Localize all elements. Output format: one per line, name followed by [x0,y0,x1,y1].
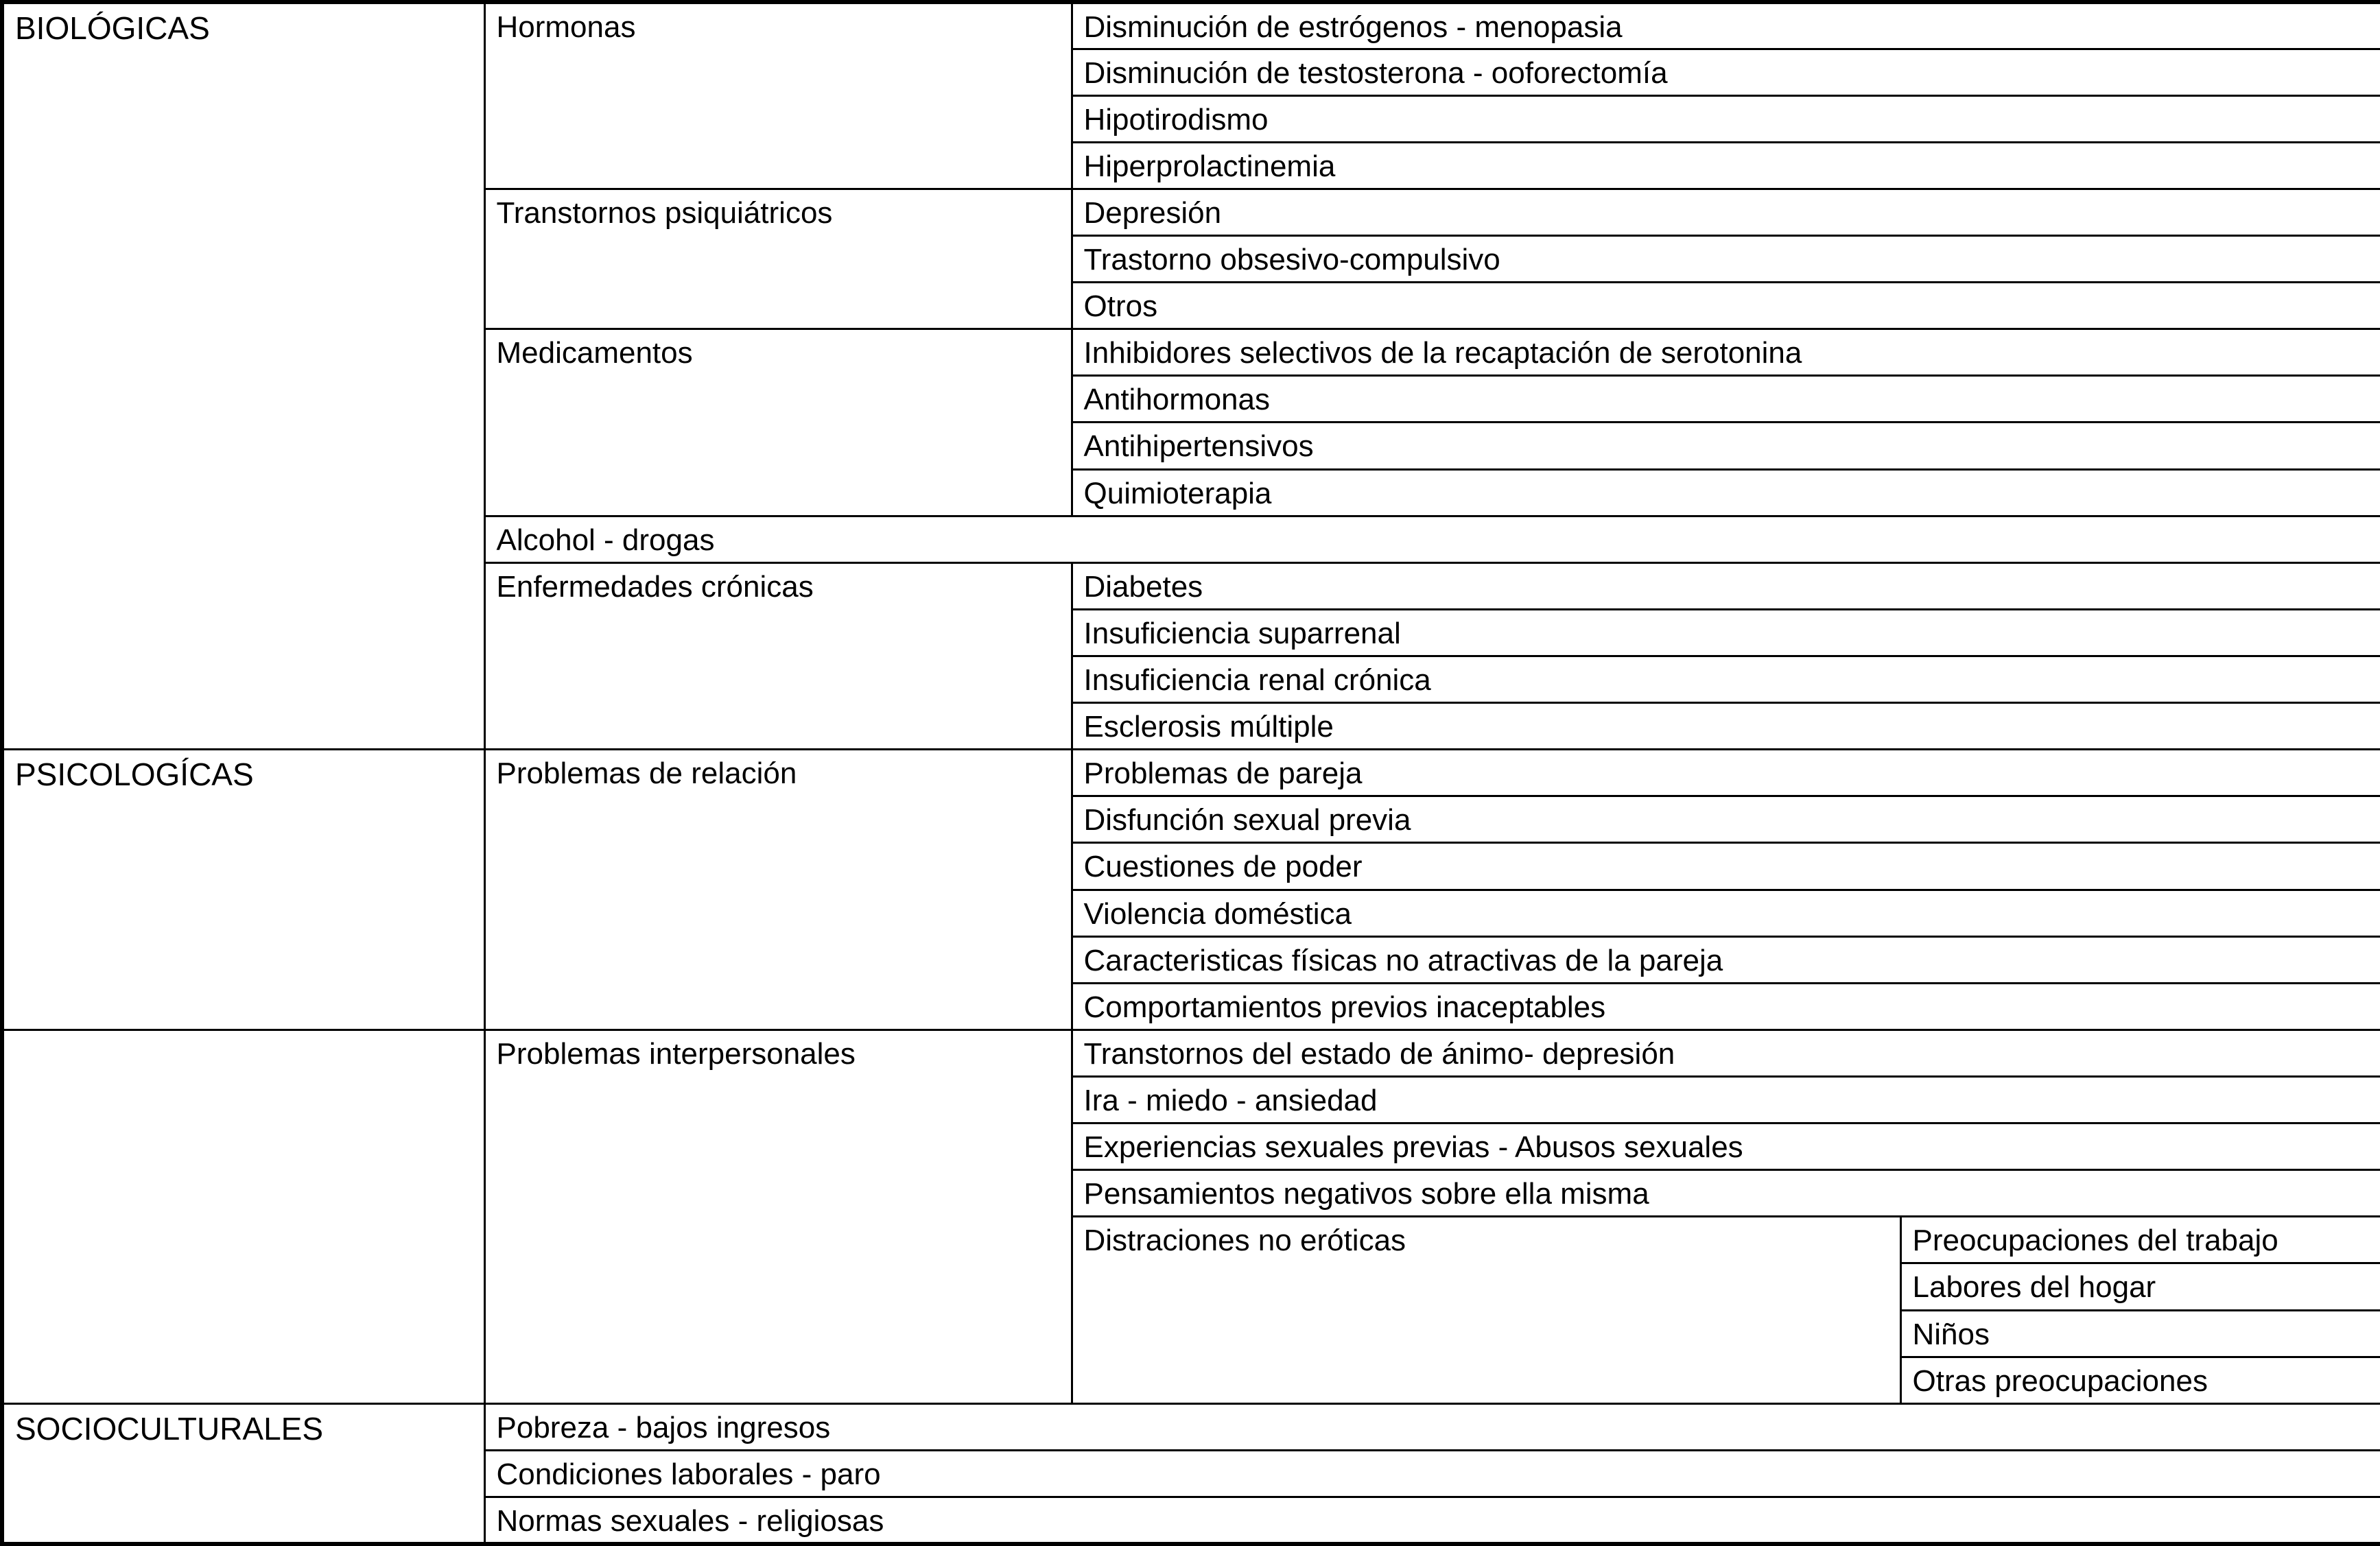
item-cell: Pensamientos negativos sobre ella misma [1072,1170,2380,1217]
table-row [2,1403,2380,1450]
subcategory-alcohol-drogas: Alcohol - drogas [484,516,2380,562]
item-cell: Insuficiencia suparrenal [1072,609,2380,656]
item-cell: Ira - miedo - ansiedad [1072,1077,2380,1123]
item-cell: Comportamientos previos inaceptables [1072,983,2380,1030]
subgroup-distraciones-no-eroticas: Distraciones no eróticas [1072,1217,1900,1403]
item-cell: Experiencias sexuales previas - Abusos sexuales [1072,1123,2380,1170]
table-row [2,1030,2380,1076]
item-cell: Preocupaciones del trabajo [1900,1217,2380,1263]
category-socioculturales: SOCIOCULTURALES [2,1403,484,1544]
item-cell: Hipotirodismo [1072,95,2380,142]
subcategory-problemas-de-relacion: Problemas de relación [484,750,1072,1030]
item-cell: Disfunción sexual previa [1072,796,2380,843]
item-cell: Problemas de pareja [1072,750,2380,796]
item-cell: Disminución de estrógenos - menopasia [1072,2,2380,49]
item-cell: Condiciones laborales - paro [484,1450,2380,1497]
item-cell: Inhibidores selectivos de la recaptación de serotonina [1072,329,2380,376]
item-cell: Quimioterapia [1072,469,2380,516]
item-cell: Pobreza - bajos ingresos [484,1403,2380,1450]
item-cell: Hiperprolactinemia [1072,142,2380,189]
item-cell: Transtornos del estado de ánimo- depresión [1072,1030,2380,1076]
table-row [2,750,2380,796]
item-cell: Niños [1900,1310,2380,1357]
item-cell: Antihormonas [1072,376,2380,423]
subcategory-enfermedades-cronicas: Enfermedades crónicas [484,562,1072,749]
item-cell: Insuficiencia renal crónica [1072,656,2380,703]
item-cell: Diabetes [1072,562,2380,609]
item-cell: Trastorno obsesivo-compulsivo [1072,236,2380,283]
table-row [2,2,2380,49]
category-biologicas: BIOLÓGICAS [2,2,484,750]
subcategory-problemas-interpersonales: Problemas interpersonales [484,1030,1072,1403]
item-cell: Disminución de testosterona - ooforectomía [1072,49,2380,95]
subcategory-hormonas: Hormonas [484,2,1072,189]
item-cell: Otros [1072,283,2380,329]
item-cell: Depresión [1072,189,2380,235]
item-cell: Normas sexuales - religiosas [484,1497,2380,1545]
category-psicologicas: PSICOLOGÍCAS [2,750,484,1030]
item-cell: Labores del hogar [1900,1263,2380,1310]
item-cell: Esclerosis múltiple [1072,703,2380,750]
subcategory-transtornos-psiquiatricos: Transtornos psiquiátricos [484,189,1072,329]
item-cell: Violencia doméstica [1072,890,2380,936]
item-cell: Otras preocupaciones [1900,1357,2380,1403]
item-cell: Caracteristicas físicas no atractivas de la pareja [1072,936,2380,983]
category-cell-empty [2,1030,484,1403]
subcategory-medicamentos: Medicamentos [484,329,1072,516]
item-cell: Cuestiones de poder [1072,843,2380,890]
item-cell: Antihipertensivos [1072,423,2380,469]
